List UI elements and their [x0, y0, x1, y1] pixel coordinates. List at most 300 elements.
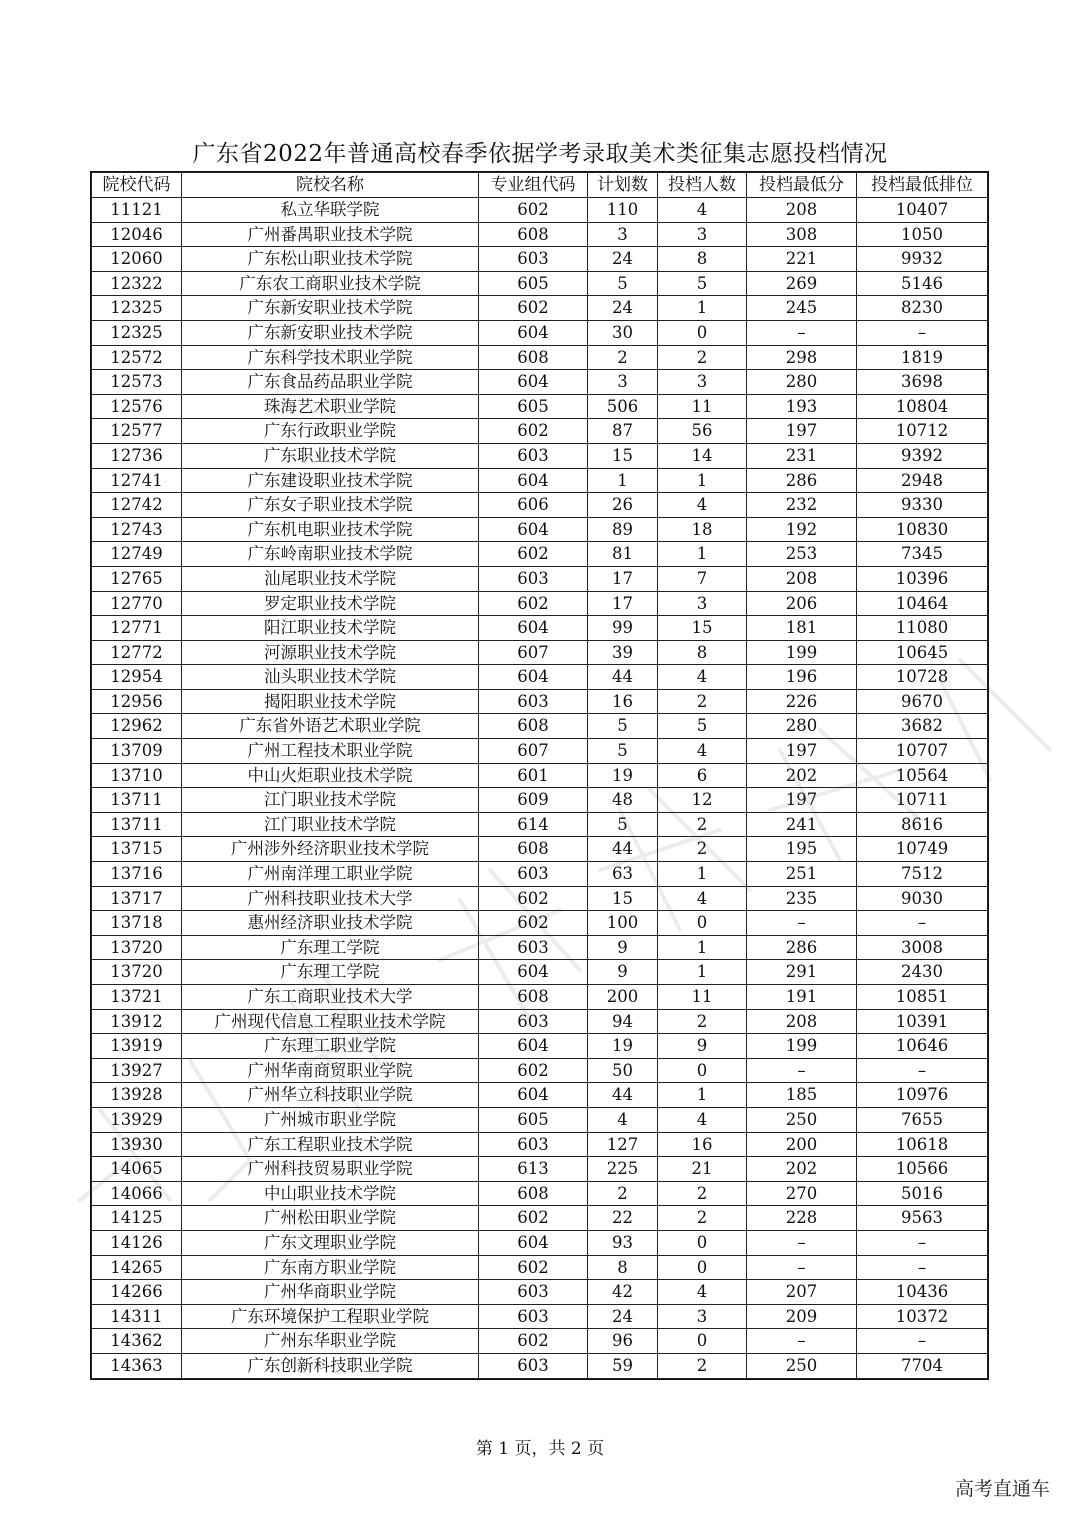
cell-min-rank: 10464: [857, 591, 988, 616]
cell-admitted-count: 1: [658, 960, 747, 985]
cell-major-group-code: 603: [479, 1280, 588, 1305]
cell-school-name: 罗定职业技术学院: [182, 591, 479, 616]
cell-min-rank: –: [857, 911, 988, 936]
cell-plan-count: 8: [588, 1255, 658, 1280]
cell-plan-count: 15: [588, 886, 658, 911]
cell-min-rank: 11080: [857, 616, 988, 641]
cell-min-rank: 7345: [857, 542, 988, 567]
cell-min-rank: –: [857, 1058, 988, 1083]
cell-min-rank: 10372: [857, 1304, 988, 1329]
cell-admitted-count: 0: [658, 911, 747, 936]
cell-admitted-count: 18: [658, 517, 747, 542]
table-row: [92, 443, 988, 468]
cell-plan-count: 5: [588, 714, 658, 739]
cell-major-group-code: 603: [479, 247, 588, 272]
cell-admitted-count: 3: [658, 370, 747, 395]
cell-school-name: 广东农工商职业技术学院: [182, 271, 479, 296]
cell-school-name: 广东岭南职业技术学院: [182, 542, 479, 567]
cell-admitted-count: 3: [658, 1304, 747, 1329]
cell-major-group-code: 603: [479, 935, 588, 960]
header-school-name: 院校名称: [182, 173, 479, 198]
cell-school-code: 12743: [92, 517, 182, 542]
cell-school-code: 14311: [92, 1304, 182, 1329]
cell-min-score: 245: [747, 296, 857, 321]
cell-major-group-code: 608: [479, 222, 588, 247]
cell-school-code: 12741: [92, 468, 182, 493]
cell-min-score: 269: [747, 271, 857, 296]
cell-min-rank: 7512: [857, 862, 988, 887]
cell-major-group-code: 605: [479, 394, 588, 419]
cell-school-code: 12572: [92, 345, 182, 370]
cell-major-group-code: 604: [479, 517, 588, 542]
cell-min-score: 286: [747, 935, 857, 960]
cell-min-score: 208: [747, 566, 857, 591]
cell-min-rank: 5146: [857, 271, 988, 296]
cell-major-group-code: 606: [479, 493, 588, 518]
cell-major-group-code: 604: [479, 616, 588, 641]
table-row: [92, 198, 988, 223]
cell-school-name: 广东环境保护工程职业学院: [182, 1304, 479, 1329]
cell-min-score: 196: [747, 665, 857, 690]
table-row: [92, 1083, 988, 1108]
table-row: [92, 935, 988, 960]
cell-major-group-code: 604: [479, 320, 588, 345]
cell-min-rank: 10728: [857, 665, 988, 690]
cell-major-group-code: 602: [479, 542, 588, 567]
cell-min-rank: 2948: [857, 468, 988, 493]
cell-min-score: 185: [747, 1083, 857, 1108]
cell-admitted-count: 0: [658, 320, 747, 345]
cell-min-rank: 2430: [857, 960, 988, 985]
cell-school-name: 广东工商职业技术大学: [182, 985, 479, 1010]
cell-major-group-code: 603: [479, 1009, 588, 1034]
cell-min-rank: 10646: [857, 1034, 988, 1059]
cell-admitted-count: 4: [658, 1280, 747, 1305]
cell-plan-count: 44: [588, 665, 658, 690]
cell-school-name: 广东省外语艺术职业学院: [182, 714, 479, 739]
cell-min-score: 235: [747, 886, 857, 911]
cell-plan-count: 44: [588, 1083, 658, 1108]
table-row: [92, 1230, 988, 1255]
cell-min-score: –: [747, 1255, 857, 1280]
cell-min-score: 280: [747, 370, 857, 395]
cell-school-code: 14126: [92, 1230, 182, 1255]
cell-plan-count: 24: [588, 247, 658, 272]
cell-school-code: 13927: [92, 1058, 182, 1083]
cell-admitted-count: 15: [658, 616, 747, 641]
cell-school-code: 12954: [92, 665, 182, 690]
cell-min-score: 286: [747, 468, 857, 493]
cell-major-group-code: 608: [479, 1181, 588, 1206]
cell-min-score: 253: [747, 542, 857, 567]
cell-school-name: 广州华立科技职业学院: [182, 1083, 479, 1108]
cell-min-score: 202: [747, 763, 857, 788]
cell-major-group-code: 613: [479, 1157, 588, 1182]
cell-major-group-code: 602: [479, 591, 588, 616]
cell-school-code: 14363: [92, 1353, 182, 1378]
cell-min-score: 207: [747, 1280, 857, 1305]
cell-school-code: 12770: [92, 591, 182, 616]
cell-school-name: 广州科技贸易职业学院: [182, 1157, 479, 1182]
cell-min-score: –: [747, 320, 857, 345]
header-min-rank: 投档最低排位: [857, 173, 988, 198]
cell-admitted-count: 1: [658, 862, 747, 887]
cell-plan-count: 24: [588, 1304, 658, 1329]
cell-min-rank: 10396: [857, 566, 988, 591]
header-major-group-code: 专业组代码: [479, 173, 588, 198]
cell-school-code: 13711: [92, 812, 182, 837]
cell-school-name: 广东松山职业技术学院: [182, 247, 479, 272]
cell-school-name: 汕头职业技术学院: [182, 665, 479, 690]
cell-admitted-count: 14: [658, 443, 747, 468]
cell-min-rank: –: [857, 1230, 988, 1255]
table-row: [92, 960, 988, 985]
cell-plan-count: 5: [588, 271, 658, 296]
cell-plan-count: 63: [588, 862, 658, 887]
cell-major-group-code: 603: [479, 566, 588, 591]
cell-plan-count: 99: [588, 616, 658, 641]
cell-major-group-code: 604: [479, 1083, 588, 1108]
cell-admitted-count: 21: [658, 1157, 747, 1182]
cell-school-name: 中山火炬职业技术学院: [182, 763, 479, 788]
page-number: 第 1 页，共 2 页: [475, 1439, 605, 1459]
cell-admitted-count: 6: [658, 763, 747, 788]
cell-plan-count: 30: [588, 320, 658, 345]
cell-min-rank: 10566: [857, 1157, 988, 1182]
cell-plan-count: 127: [588, 1132, 658, 1157]
cell-school-code: 12060: [92, 247, 182, 272]
cell-min-rank: 10830: [857, 517, 988, 542]
cell-plan-count: 2: [588, 345, 658, 370]
table-row: [92, 1353, 988, 1378]
cell-major-group-code: 602: [479, 911, 588, 936]
cell-school-name: 中山职业技术学院: [182, 1181, 479, 1206]
cell-school-code: 13929: [92, 1107, 182, 1132]
cell-admitted-count: 3: [658, 222, 747, 247]
cell-admitted-count: 16: [658, 1132, 747, 1157]
table-row: [92, 394, 988, 419]
cell-admitted-count: 0: [658, 1058, 747, 1083]
cell-admitted-count: 2: [658, 812, 747, 837]
cell-plan-count: 26: [588, 493, 658, 518]
cell-school-name: 广州松田职业学院: [182, 1206, 479, 1231]
cell-major-group-code: 604: [479, 1034, 588, 1059]
cell-min-rank: 10618: [857, 1132, 988, 1157]
cell-major-group-code: 603: [479, 1304, 588, 1329]
cell-school-code: 12576: [92, 394, 182, 419]
cell-min-score: 197: [747, 419, 857, 444]
cell-admitted-count: 11: [658, 985, 747, 1010]
cell-min-rank: 10711: [857, 788, 988, 813]
table-row: [92, 566, 988, 591]
cell-min-score: 270: [747, 1181, 857, 1206]
cell-admitted-count: 1: [658, 468, 747, 493]
cell-school-code: 14065: [92, 1157, 182, 1182]
cell-admitted-count: 8: [658, 640, 747, 665]
cell-min-score: 197: [747, 788, 857, 813]
table-row: [92, 222, 988, 247]
cell-school-code: 14125: [92, 1206, 182, 1231]
cell-plan-count: 39: [588, 640, 658, 665]
table-row: [92, 517, 988, 542]
cell-major-group-code: 608: [479, 837, 588, 862]
cell-min-score: 195: [747, 837, 857, 862]
cell-min-score: 221: [747, 247, 857, 272]
cell-school-code: 13912: [92, 1009, 182, 1034]
cell-min-score: 280: [747, 714, 857, 739]
cell-school-name: 广州番禺职业技术学院: [182, 222, 479, 247]
table-row: [92, 812, 988, 837]
cell-plan-count: 5: [588, 812, 658, 837]
cell-major-group-code: 605: [479, 271, 588, 296]
table-row: [92, 1058, 988, 1083]
table-row: [92, 616, 988, 641]
cell-plan-count: 59: [588, 1353, 658, 1378]
table-row: [92, 689, 988, 714]
cell-school-code: 13721: [92, 985, 182, 1010]
cell-min-rank: –: [857, 1329, 988, 1354]
cell-min-score: 308: [747, 222, 857, 247]
cell-plan-count: 89: [588, 517, 658, 542]
cell-major-group-code: 602: [479, 1058, 588, 1083]
table-row: [92, 296, 988, 321]
cell-major-group-code: 602: [479, 419, 588, 444]
cell-school-name: 广州城市职业学院: [182, 1107, 479, 1132]
cell-min-score: 226: [747, 689, 857, 714]
cell-plan-count: 506: [588, 394, 658, 419]
cell-school-name: 广东理工学院: [182, 960, 479, 985]
header-plan-count: 计划数: [588, 173, 658, 198]
cell-plan-count: 93: [588, 1230, 658, 1255]
cell-major-group-code: 603: [479, 1132, 588, 1157]
cell-min-rank: 3698: [857, 370, 988, 395]
cell-min-rank: 10804: [857, 394, 988, 419]
cell-min-score: 298: [747, 345, 857, 370]
table-row: [92, 1107, 988, 1132]
cell-admitted-count: 4: [658, 198, 747, 223]
cell-min-score: 199: [747, 1034, 857, 1059]
cell-school-code: 12325: [92, 296, 182, 321]
cell-min-score: 291: [747, 960, 857, 985]
cell-school-code: 12742: [92, 493, 182, 518]
table-row: [92, 591, 988, 616]
cell-school-code: 14066: [92, 1181, 182, 1206]
table-row: [92, 985, 988, 1010]
cell-min-rank: 10407: [857, 198, 988, 223]
cell-min-score: 250: [747, 1107, 857, 1132]
cell-min-rank: 7655: [857, 1107, 988, 1132]
cell-school-name: 汕尾职业技术学院: [182, 566, 479, 591]
cell-school-code: 12325: [92, 320, 182, 345]
table-row: [92, 370, 988, 395]
cell-plan-count: 16: [588, 689, 658, 714]
cell-plan-count: 9: [588, 960, 658, 985]
cell-school-name: 广州华商职业学院: [182, 1280, 479, 1305]
cell-admitted-count: 0: [658, 1230, 747, 1255]
cell-school-code: 12772: [92, 640, 182, 665]
cell-major-group-code: 607: [479, 640, 588, 665]
cell-school-code: 12573: [92, 370, 182, 395]
cell-major-group-code: 607: [479, 739, 588, 764]
cell-major-group-code: 601: [479, 763, 588, 788]
cell-min-score: 241: [747, 812, 857, 837]
cell-min-rank: 10851: [857, 985, 988, 1010]
cell-school-name: 广东职业技术学院: [182, 443, 479, 468]
cell-min-rank: 1050: [857, 222, 988, 247]
cell-min-rank: 5016: [857, 1181, 988, 1206]
cell-major-group-code: 602: [479, 296, 588, 321]
cell-min-rank: 10749: [857, 837, 988, 862]
cell-school-name: 河源职业技术学院: [182, 640, 479, 665]
cell-school-name: 广州南洋理工职业学院: [182, 862, 479, 887]
cell-school-code: 14265: [92, 1255, 182, 1280]
cell-school-name: 珠海艺术职业学院: [182, 394, 479, 419]
cell-admitted-count: 2: [658, 837, 747, 862]
cell-school-name: 广州工程技术职业学院: [182, 739, 479, 764]
table-row: [92, 247, 988, 272]
cell-min-rank: 3682: [857, 714, 988, 739]
cell-school-name: 广州涉外经济职业技术学院: [182, 837, 479, 862]
cell-major-group-code: 605: [479, 1107, 588, 1132]
header-min-score: 投档最低分: [747, 173, 857, 198]
cell-admitted-count: 3: [658, 591, 747, 616]
cell-school-name: 广东文理职业学院: [182, 1230, 479, 1255]
table-row: [92, 665, 988, 690]
cell-min-score: 193: [747, 394, 857, 419]
cell-school-code: 13720: [92, 960, 182, 985]
cell-min-score: 251: [747, 862, 857, 887]
cell-plan-count: 2: [588, 1181, 658, 1206]
cell-admitted-count: 11: [658, 394, 747, 419]
cell-plan-count: 100: [588, 911, 658, 936]
cell-min-rank: 1819: [857, 345, 988, 370]
cell-admitted-count: 1: [658, 935, 747, 960]
table-row: [92, 542, 988, 567]
cell-school-name: 广东建设职业技术学院: [182, 468, 479, 493]
cell-school-code: 14266: [92, 1280, 182, 1305]
table-row: [92, 1034, 988, 1059]
table-row: [92, 837, 988, 862]
cell-plan-count: 3: [588, 370, 658, 395]
cell-school-name: 广东创新科技职业学院: [182, 1353, 479, 1378]
cell-min-score: 250: [747, 1353, 857, 1378]
cell-major-group-code: 614: [479, 812, 588, 837]
cell-min-score: 192: [747, 517, 857, 542]
cell-admitted-count: 1: [658, 1083, 747, 1108]
cell-school-name: 广东新安职业技术学院: [182, 296, 479, 321]
cell-school-code: 12962: [92, 714, 182, 739]
admission-table: [91, 172, 988, 1379]
cell-major-group-code: 608: [479, 714, 588, 739]
cell-school-name: 广州东华职业学院: [182, 1329, 479, 1354]
cell-school-name: 广东新安职业技术学院: [182, 320, 479, 345]
cell-school-code: 12736: [92, 443, 182, 468]
cell-school-code: 13930: [92, 1132, 182, 1157]
cell-plan-count: 3: [588, 222, 658, 247]
page-title: 广东省2022年普通高校春季依据学考录取美术类征集志愿投档情况: [192, 141, 888, 167]
cell-admitted-count: 1: [658, 296, 747, 321]
cell-admitted-count: 12: [658, 788, 747, 813]
cell-school-code: 13928: [92, 1083, 182, 1108]
cell-school-name: 惠州经济职业技术学院: [182, 911, 479, 936]
cell-admitted-count: 4: [658, 1107, 747, 1132]
cell-plan-count: 5: [588, 739, 658, 764]
cell-admitted-count: 7: [658, 566, 747, 591]
table-row: [92, 1157, 988, 1182]
cell-min-rank: 9670: [857, 689, 988, 714]
table-row: [92, 763, 988, 788]
cell-min-score: 208: [747, 1009, 857, 1034]
cell-school-code: 12322: [92, 271, 182, 296]
cell-admitted-count: 2: [658, 1181, 747, 1206]
cell-min-score: –: [747, 1058, 857, 1083]
cell-school-name: 江门职业技术学院: [182, 812, 479, 837]
table-row: [92, 788, 988, 813]
cell-major-group-code: 603: [479, 862, 588, 887]
cell-school-name: 广州现代信息工程职业技术学院: [182, 1009, 479, 1034]
header-school-code: 院校代码: [92, 173, 182, 198]
cell-min-rank: 8230: [857, 296, 988, 321]
cell-min-score: 206: [747, 591, 857, 616]
cell-plan-count: 17: [588, 591, 658, 616]
cell-min-rank: 10712: [857, 419, 988, 444]
cell-min-score: 228: [747, 1206, 857, 1231]
cell-major-group-code: 604: [479, 960, 588, 985]
table-row: [92, 271, 988, 296]
cell-min-rank: 10436: [857, 1280, 988, 1305]
cell-school-code: 13720: [92, 935, 182, 960]
table-row: [92, 1304, 988, 1329]
cell-min-rank: 3008: [857, 935, 988, 960]
table-row: [92, 468, 988, 493]
cell-min-rank: 8616: [857, 812, 988, 837]
cell-min-score: 197: [747, 739, 857, 764]
table-row: [92, 320, 988, 345]
cell-major-group-code: 604: [479, 665, 588, 690]
cell-admitted-count: 2: [658, 1206, 747, 1231]
cell-admitted-count: 4: [658, 493, 747, 518]
cell-min-score: –: [747, 911, 857, 936]
cell-min-score: 209: [747, 1304, 857, 1329]
cell-admitted-count: 9: [658, 1034, 747, 1059]
cell-school-code: 13717: [92, 886, 182, 911]
cell-plan-count: 4: [588, 1107, 658, 1132]
cell-admitted-count: 56: [658, 419, 747, 444]
cell-major-group-code: 602: [479, 1255, 588, 1280]
cell-school-name: 广州华南商贸职业学院: [182, 1058, 479, 1083]
cell-admitted-count: 2: [658, 689, 747, 714]
table-row: [92, 886, 988, 911]
cell-min-score: 208: [747, 198, 857, 223]
cell-major-group-code: 608: [479, 985, 588, 1010]
cell-school-code: 12765: [92, 566, 182, 591]
cell-admitted-count: 5: [658, 714, 747, 739]
cell-plan-count: 9: [588, 935, 658, 960]
cell-admitted-count: 2: [658, 1353, 747, 1378]
cell-plan-count: 87: [588, 419, 658, 444]
cell-school-code: 12956: [92, 689, 182, 714]
cell-plan-count: 22: [588, 1206, 658, 1231]
table-row: [92, 345, 988, 370]
cell-school-code: 13711: [92, 788, 182, 813]
cell-school-code: 13718: [92, 911, 182, 936]
cell-min-score: 202: [747, 1157, 857, 1182]
cell-school-name: 揭阳职业技术学院: [182, 689, 479, 714]
cell-plan-count: 24: [588, 296, 658, 321]
cell-plan-count: 225: [588, 1157, 658, 1182]
cell-school-code: 13919: [92, 1034, 182, 1059]
cell-min-score: 199: [747, 640, 857, 665]
